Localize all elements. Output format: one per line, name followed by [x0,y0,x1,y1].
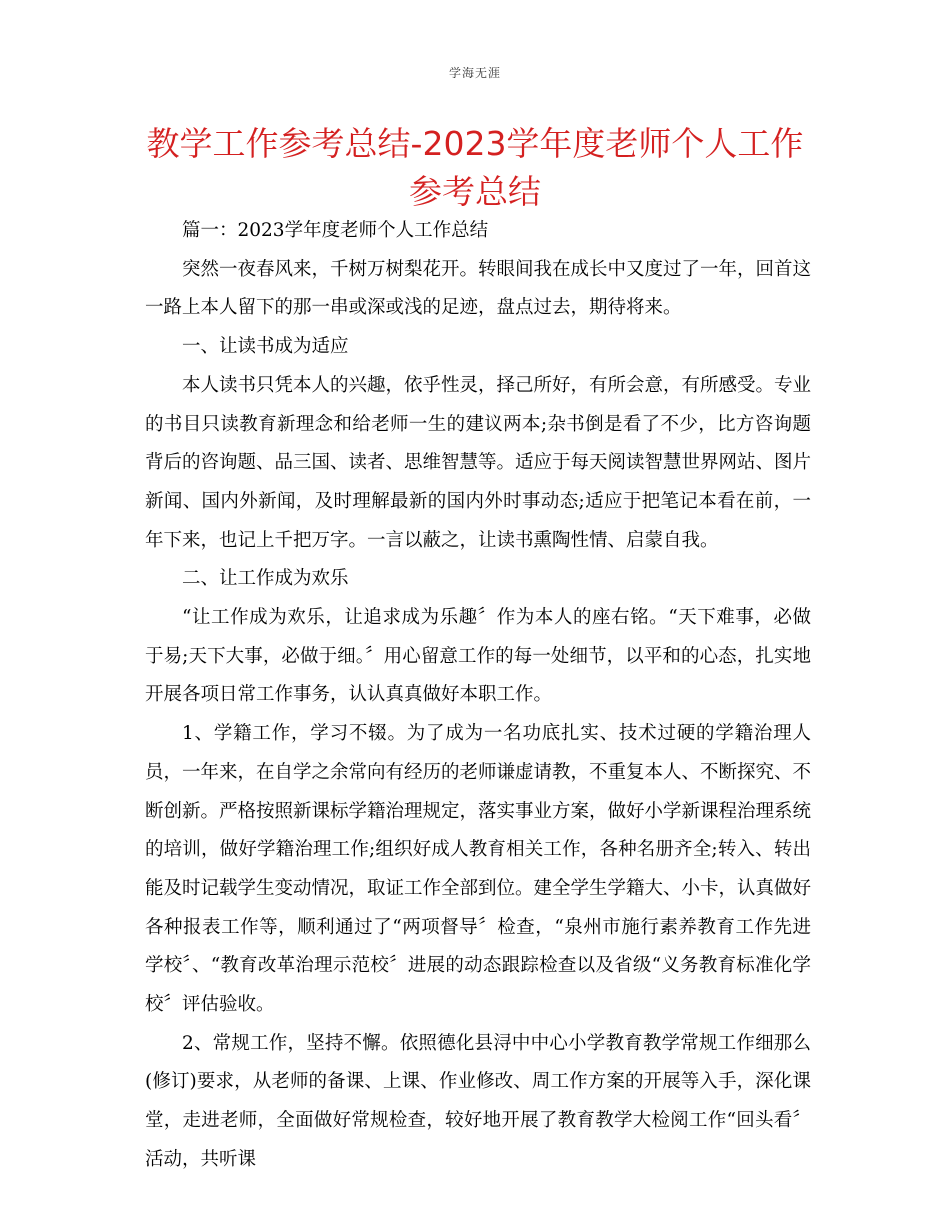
section-heading: 二、让工作成为欢乐 [182,568,349,590]
paragraph: 突然一夜春风来，千树万树梨花开。转眼间我在成长中又度过了一年，回首这一路上本人留下的那一串或深或浅的足迹，盘点过去，期待将来。 [145,258,812,319]
paragraph: 本人读书只凭本人的兴趣，依乎性灵，择己所好，有所会意，有所感受。专业的书目只读教育新理念和给老师一生的建议两本;杂书倒是看了不少，比方咨询题背后的咨询题、品三国、读者、思维智慧等。适应于每天阅读智慧世界网站、图片新闻、国内外新闻，及时理解最新的国内外时事动态;适应于把笔记本看在前，一年下来，也记上千把万字。一言以蔽之，让读书熏陶性情、启蒙自我。 [145,374,812,551]
paragraph: 1、学籍工作，学习不辍。为了成为一名功底扎实、技术过硬的学籍治理人员，一年来，在自学之余常向有经历的老师谦虚请教，不重复本人、不断探究、不断创新。严格按照新课标学籍治理规定，落实事业方案，做好小学新课程治理系统的培训，做好学籍治理工作;组织好成人教育相关工作，各种名册齐全;转入、转出能及时记载学生变动情况，取证工作全部到位。建全学生学籍大、小卡，认真做好各种报表工作等，顺利通过了“两项督导〞检查，“泉州市施行素养教育工作先进学校〞、“教育改革治理示范校〞进展的动态跟踪检查以及省级“义务教育标准化学校〞评估验收。 [145,723,812,1016]
section-heading: 一、让读书成为适应 [182,336,349,358]
paragraph: “让工作成为欢乐，让追求成为乐趣〞作为本人的座右铭。“天下难事，必做于易;天下大事，必做于细。〞用心留意工作的每一处细节，以平和的心态，扎实地开展各项日常工作事务，认认真真做好本职工作。 [145,607,811,706]
document-title: 教学工作参考总结-2023学年度老师个人工作参考总结 [146,124,804,211]
document-body [145,212,811,1180]
paragraph: 2、常规工作，坚持不懈。依照德化县浔中中心小学教育教学常规工作细那么(修订)要求，从老师的备课、上课、作业修改、周工作方案的开展等入手，深化课堂，走进老师，全面做好常规检查，较好地开展了教育教学大检阅工作“回头看〞活动，共听课 [145,1032,811,1170]
section-heading: 篇一：2023学年度老师个人工作总结 [182,220,489,241]
header-watermark: 学海无涯 [448,66,501,80]
